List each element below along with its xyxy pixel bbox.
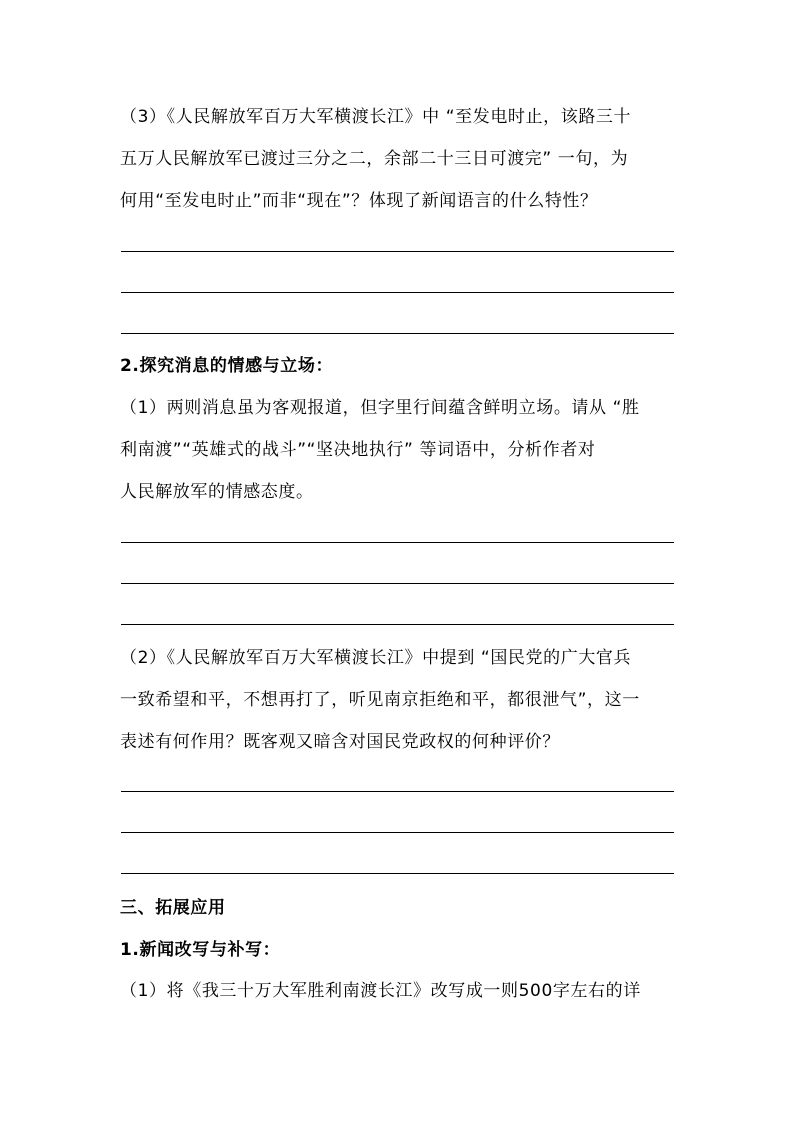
answer-line[interactable]	[121, 333, 674, 334]
question-2-1-line-2: 利南渡”“英雄式的战斗”“坚决地执行” 等词语中，分析作者对	[120, 440, 596, 460]
question-2-1-line-1: （1）两则消息虽为客观报道，但字里行间蕴含鲜明立场。请从 “胜	[120, 398, 640, 418]
question-2-2-line-2: 一致希望和平，不想再打了，听见南京拒绝和平，都很泄气”，这一	[120, 690, 640, 710]
answer-line[interactable]	[121, 542, 674, 543]
section-3-sub-heading: 1.新闻改写与补写：	[120, 940, 281, 960]
question-3-line-2: 五万人民解放军已渡过三分之二，余部二十三日可渡完” 一句，为	[120, 149, 629, 169]
section-3-heading: 三、拓展应用	[120, 898, 226, 918]
answer-line[interactable]	[121, 251, 674, 252]
answer-line[interactable]	[121, 583, 674, 584]
question-3-line-1: （3）《人民解放军百万大军横渡长江》中 “至发电时止，该路三十	[120, 107, 632, 127]
question-2-1-line-3: 人民解放军的情感态度。	[120, 482, 314, 502]
answer-line[interactable]	[121, 624, 674, 625]
question-2-2-line-3: 表述有何作用？既客观又暗含对国民党政权的何种评价？	[120, 732, 560, 752]
answer-line[interactable]	[121, 791, 674, 792]
question-3-1-line-1: （1）将《我三十万大军胜利南渡长江》改写成一则500字左右的详	[120, 981, 641, 1001]
section-2-heading: 2.探究消息的情感与立场：	[120, 356, 334, 376]
answer-line[interactable]	[121, 292, 674, 293]
question-3-line-3: 何用“至发电时止”而非“现在”？体现了新闻语言的什么特性？	[120, 191, 598, 211]
answer-line[interactable]	[121, 832, 674, 833]
answer-line[interactable]	[121, 873, 674, 874]
question-2-2-line-1: （2）《人民解放军百万大军横渡长江》中提到 “国民党的广大官兵	[120, 648, 632, 668]
